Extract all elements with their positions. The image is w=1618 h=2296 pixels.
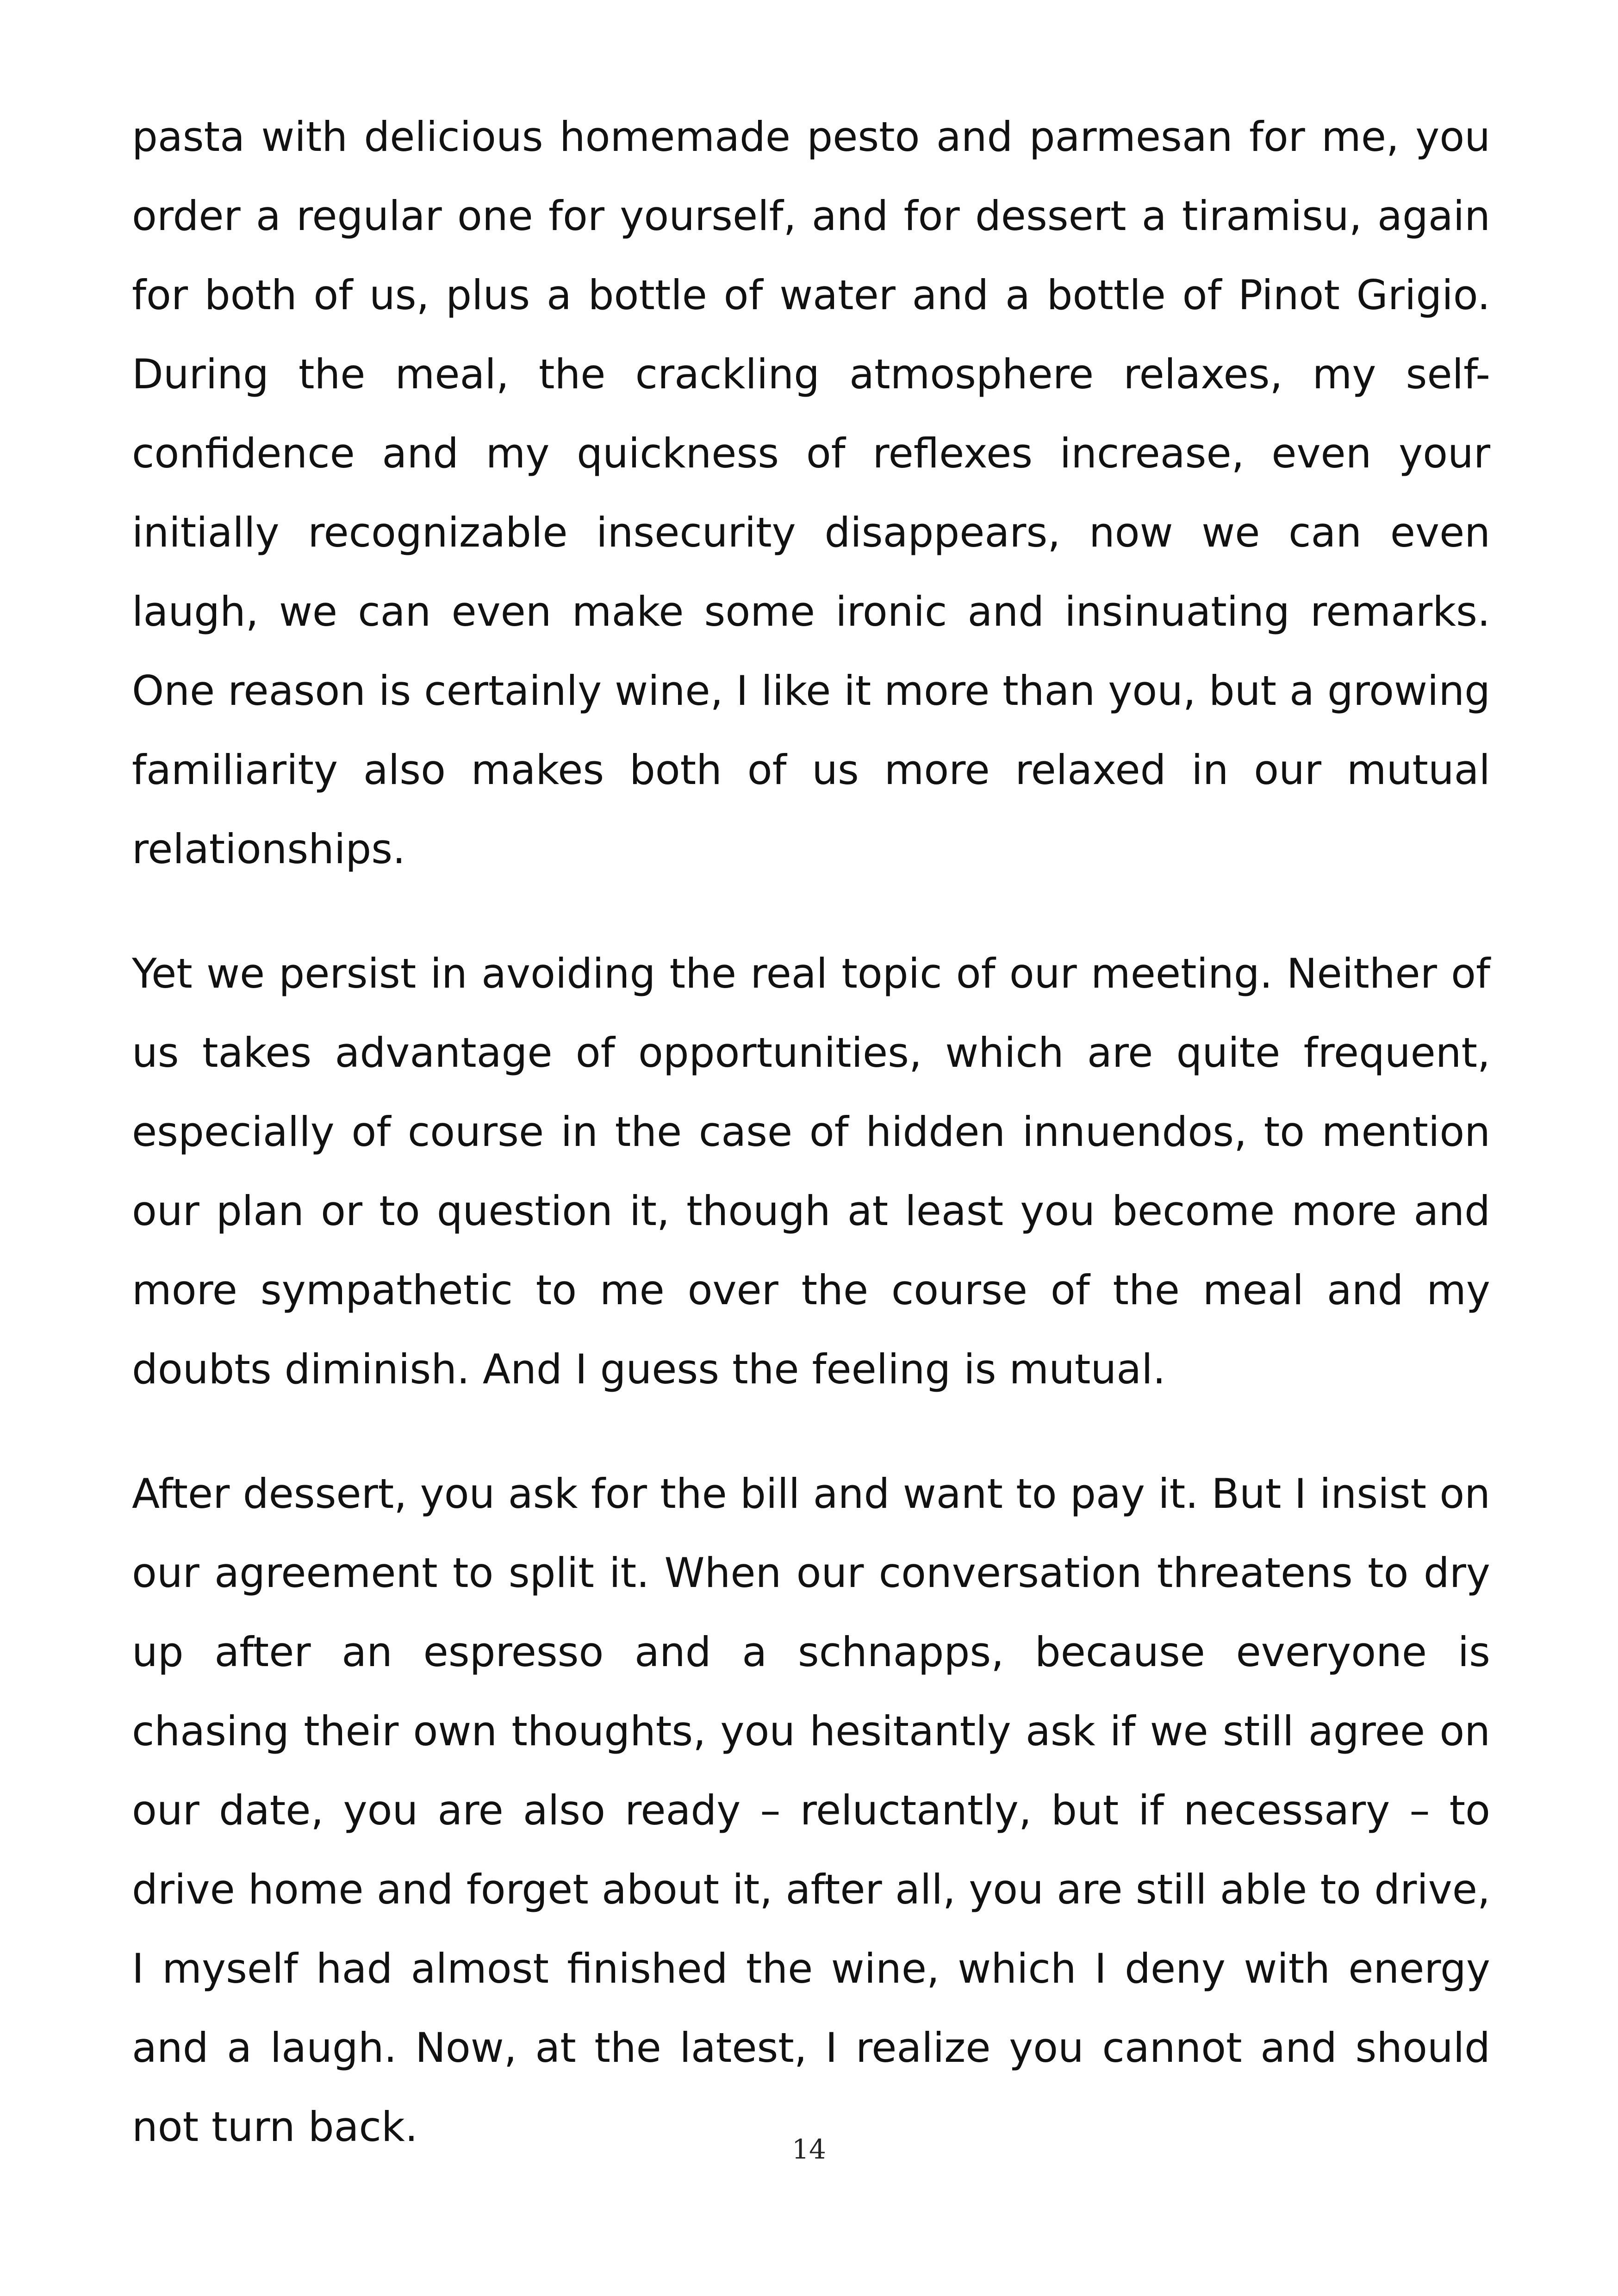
- paragraph-2: Yet we persist in avoiding the real topic of our meeting. Neither of us takes advantage of opportunities, which are quite frequent, especially of course in the case of hidden innuendos, to mention our plan or to question it, though at least you become more and more sympathetic to me over the course of the meal and my doubts diminish. And I guess the feeling is mutual.: [132, 950, 1490, 1393]
- body-text: [132, 97, 1490, 2212]
- paragraph-3: After dessert, you ask for the bill and want to pay it. But I insist on our agreement to split it. When our conversation threatens to dry up after an espresso and a schnapps, because everyone is chasing their own thoughts, you hesitantly ask if we still agree on our date, you are also ready – reluctantly, but if necessary – to drive home and forget about it, after all, you are still able to drive, I myself had almost finished the wine, which I deny with energy and a laugh. Now, at the latest, I realize you cannot and should not turn back.: [132, 1470, 1490, 2151]
- page-number: 14: [792, 2134, 826, 2165]
- paragraph-1: pasta with delicious homemade pesto and parmesan for me, you order a regular one for yourself, and for dessert a tiramisu, again for both of us, plus a bottle of water and a bottle of Pinot Grigio. During the meal, the crackling atmosphere relaxes, my self-confidence and my quickness of reflexes increase, even your initially recognizable insecurity disappears, now we can even laugh, we can even make some ironic and insinuating remarks. One reason is certainly wine, I like it more than you, but a growing familiarity also makes both of us more relaxed in our mutual relationships.: [132, 113, 1490, 873]
